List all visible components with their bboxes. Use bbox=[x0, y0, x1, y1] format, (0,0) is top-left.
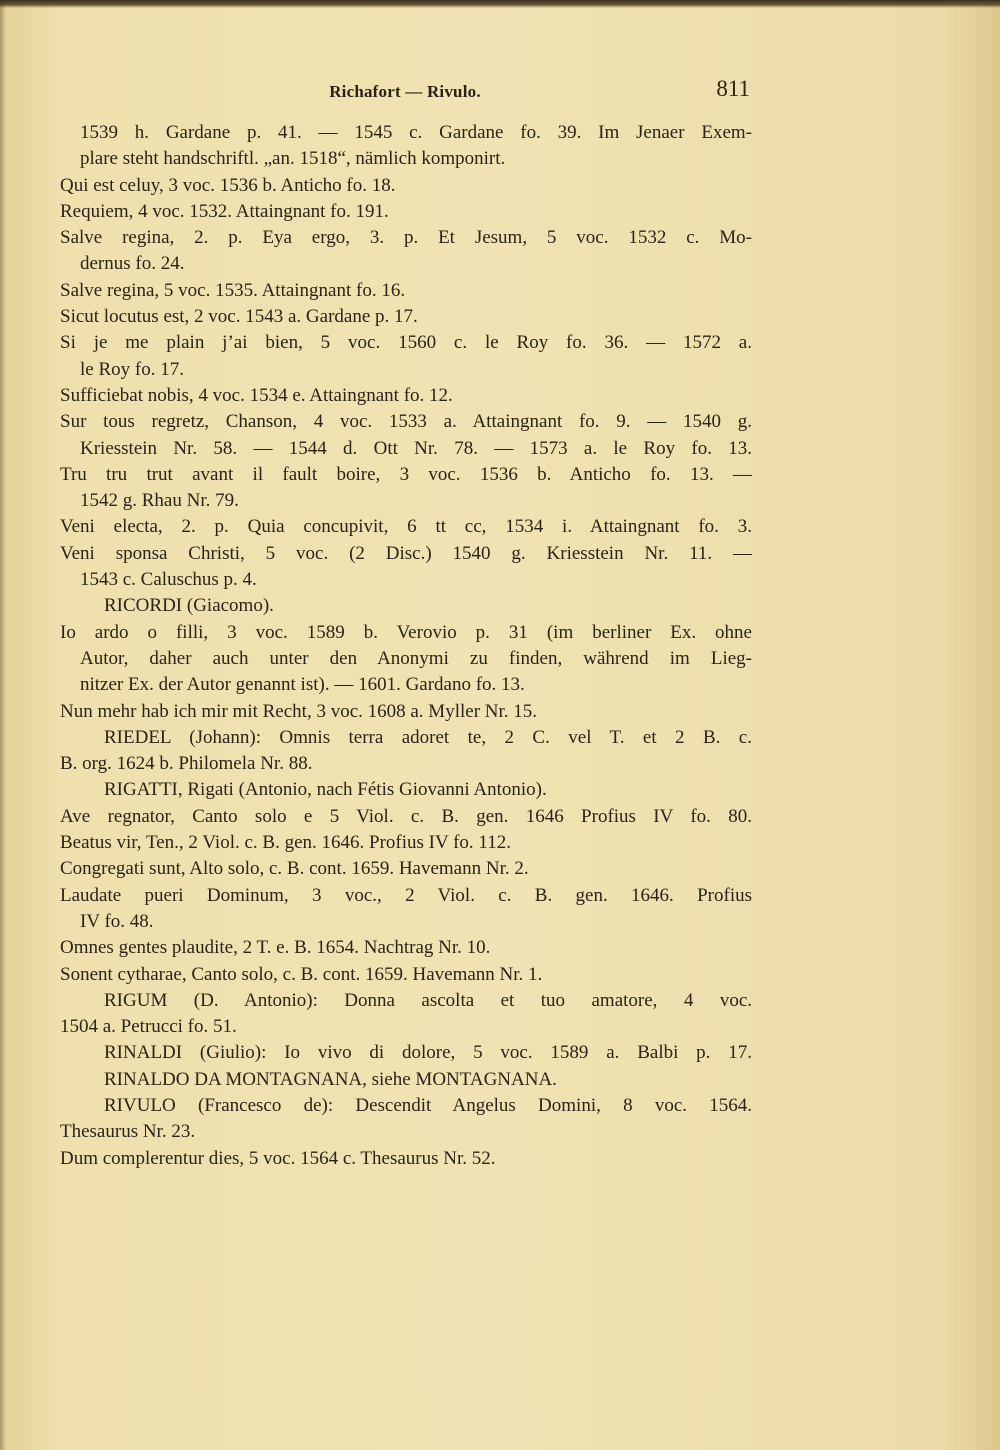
text-line: Omnes gentes plaudite, 2 T. e. B. 1654. Nachtrag Nr. 10. bbox=[60, 937, 491, 959]
text-line: RIEDEL (Johann): Omnis terra adoret te, 2 C. vel T. et 2 B. c. bbox=[104, 726, 752, 748]
text-line: B. org. 1624 b. Philomela Nr. 88. bbox=[60, 753, 313, 775]
text-line: 1539 h. Gardane p. 41. — 1545 c. Gardane fo. 39. Im Jenaer Exem- bbox=[80, 122, 752, 143]
text-line: 1504 a. Petrucci fo. 51. bbox=[60, 1016, 237, 1038]
text-line: RICORDI (Giacomo). bbox=[104, 595, 274, 617]
page-number: 811 bbox=[716, 76, 750, 101]
text-line: Tru tru trut avant il fault boire, 3 voc. 1536 b. Anticho fo. 13. — bbox=[60, 463, 752, 485]
page-header bbox=[60, 76, 750, 110]
text-line: Sur tous regretz, Chanson, 4 voc. 1533 a. Attaingnant fo. 9. — 1540 g. bbox=[60, 411, 752, 433]
text-line: 1542 g. Rhau Nr. 79. bbox=[80, 490, 239, 512]
text-line: Io ardo o filli, 3 voc. 1589 b. Verovio p. 31 (im berliner Ex. ohne bbox=[60, 621, 752, 643]
text-line: RINALDO DA MONTAGNANA, siehe MONTAGNANA. bbox=[104, 1068, 557, 1090]
text-line: Dum complerentur dies, 5 voc. 1564 c. Thesaurus Nr. 52. bbox=[60, 1147, 496, 1169]
text-line: Congregati sunt, Alto solo, c. B. cont. 1659. Havemann Nr. 2. bbox=[60, 858, 529, 880]
text-line: Kriesstein Nr. 58. — 1544 d. Ott Nr. 78. — 1573 a. le Roy fo. 13. bbox=[80, 437, 752, 459]
text-line: Sonent cytharae, Canto solo, c. B. cont. 1659. Havemann Nr. 1. bbox=[60, 963, 543, 985]
text-line: Si je me plain j’ai bien, 5 voc. 1560 c. le Roy fo. 36. — 1572 a. bbox=[60, 332, 752, 354]
text-line: RIVULO (Francesco de): Descendit Angelus Domini, 8 voc. 1564. bbox=[104, 1094, 752, 1116]
text-line: Ave regnator, Canto solo e 5 Viol. c. B. gen. 1646 Profius IV fo. 80. bbox=[60, 805, 752, 827]
text-line: Laudate pueri Dominum, 3 voc., 2 Viol. c. B. gen. 1646. Profius bbox=[60, 884, 752, 906]
text-line: Sicut locutus est, 2 voc. 1543 a. Gardane p. 17. bbox=[60, 306, 418, 328]
page-body bbox=[60, 120, 752, 1172]
text-line: IV fo. 48. bbox=[80, 910, 154, 932]
text-line: Qui est celuy, 3 voc. 1536 b. Anticho fo. 18. bbox=[60, 174, 396, 196]
text-line: 1543 c. Caluschus p. 4. bbox=[80, 569, 257, 591]
running-head: Richafort — Rivulo. bbox=[329, 82, 481, 101]
text-line: Thesaurus Nr. 23. bbox=[60, 1121, 196, 1143]
text-line: nitzer Ex. der Autor genannt ist). — 1601. Gardano fo. 13. bbox=[80, 674, 525, 696]
text-line: RIGATTI, Rigati (Antonio, nach Fétis Giovanni Antonio). bbox=[104, 779, 547, 801]
text-line: Salve regina, 5 voc. 1535. Attaingnant fo. 16. bbox=[60, 279, 406, 301]
text-line: RINALDI (Giulio): Io vivo di dolore, 5 voc. 1589 a. Balbi p. 17. bbox=[104, 1042, 752, 1064]
text-line: Sufficiebat nobis, 4 voc. 1534 e. Attaingnant fo. 12. bbox=[60, 384, 453, 406]
text-line: le Roy fo. 17. bbox=[80, 358, 184, 380]
text-line: RIGUM (D. Antonio): Donna ascolta et tuo amatore, 4 voc. bbox=[104, 989, 752, 1011]
text-line: Veni sponsa Christi, 5 voc. (2 Disc.) 1540 g. Kriesstein Nr. 11. — bbox=[60, 542, 752, 564]
text-line: Autor, daher auch unter den Anonymi zu finden, während im Lieg- bbox=[80, 647, 752, 669]
text-line: dernus fo. 24. bbox=[80, 253, 185, 275]
text-line: Nun mehr hab ich mir mit Recht, 3 voc. 1608 a. Myller Nr. 15. bbox=[60, 700, 538, 722]
page-binding-shadow bbox=[0, 0, 6, 1450]
text-line: Beatus vir, Ten., 2 Viol. c. B. gen. 1646. Profius IV fo. 112. bbox=[60, 832, 511, 854]
text-line: plare steht handschriftl. „an. 1518“, nämlich komponirt. bbox=[80, 148, 506, 170]
text-line: Veni electa, 2. p. Quia concupivit, 6 tt cc, 1534 i. Attaingnant fo. 3. bbox=[60, 516, 752, 538]
text-line: Salve regina, 2. p. Eya ergo, 3. p. Et Jesum, 5 voc. 1532 c. Mo- bbox=[60, 227, 752, 249]
page-top-shadow bbox=[0, 0, 1000, 8]
text-line: Requiem, 4 voc. 1532. Attaingnant fo. 191. bbox=[60, 200, 389, 222]
